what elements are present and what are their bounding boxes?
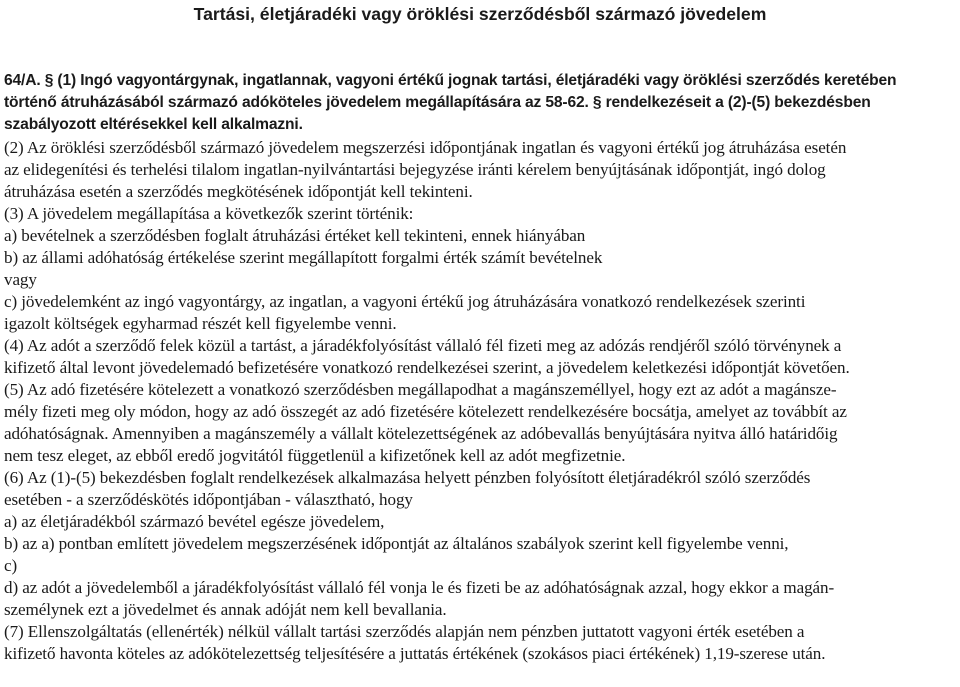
section-line: 64/A. § (1) Ingó vagyontárgynak, ingatlannak, vagyoni értékű jognak tartási, életjáradéki vagy öröklési szerződés keretében <box>4 72 897 89</box>
body-line: a) bevételnek a szerződésben foglalt átruházási értéket kell tekinteni, ennek hiányában <box>4 226 586 245</box>
body-line: (7) Ellenszolgáltatás (ellenérték) nélkül vállalt tartási szerződés alapján nem pénzben juttatott vagyoni érték esetében a <box>4 622 805 641</box>
body-line: (4) Az adót a szerződő felek közül a tartást, a járadékfolyósítást vállaló fél fizeti meg az adózás rendjéről szóló törvénynek a <box>4 336 842 355</box>
body-line: c) jövedelemként az ingó vagyontárgy, az ingatlan, a vagyoni értékű jog átruházására vonatkozó rendelkezések szerinti <box>4 292 806 311</box>
body-line: kifizető által levont jövedelemadó befizetésére vonatkozó rendelkezései szerint, a jövedelem keletkezési időpontját követően. <box>4 358 850 377</box>
body-line: b) az a) pontban említett jövedelem megszerzésének időpontját az általános szabályok szerint kell figyelembe venni, <box>4 534 789 553</box>
body-line: igazolt költségek egyharmad részét kell figyelembe venni. <box>4 314 397 333</box>
body-line: b) az állami adóhatóság értékelése szerint megállapított forgalmi érték számít bevételnek <box>4 248 603 267</box>
body-line: c) <box>4 556 18 575</box>
body-line: esetében - a szerződéskötés időpontjában - választható, hogy <box>4 490 413 509</box>
body-line <box>4 665 956 687</box>
body-line: a) az életjáradékból származó bevétel egésze jövedelem, <box>4 512 385 531</box>
body-line: (5) Az adó fizetésére kötelezett a vonatkozó szerződésben megállapodhat a magánszeméllyel, hogy ezt az adót a magánsze- <box>4 380 837 399</box>
body-line: (3) A jövedelem megállapítása a következők szerint történik: <box>4 204 414 223</box>
section-heading-paragraph <box>4 70 956 136</box>
body-line: személynek ezt a jövedelmet és annak adóját nem kell bevallania. <box>4 600 447 619</box>
document-title: Tartási, életjáradéki vagy öröklési szerződésből származó jövedelem <box>193 4 767 24</box>
section-line: szabályozott eltérésekkel kell alkalmazni. <box>4 116 303 133</box>
body-text <box>4 137 956 687</box>
body-line: d) az adót a jövedelemből a járadékfolyósítást vállaló fél vonja le és fizeti be az adóhatóságnak azzal, hogy ekkor a magán- <box>4 578 835 597</box>
body-line: kifizető havonta köteles az adókötelezettség teljesítésére a juttatás értékének (szokásos piaci értékének) 1,19-szerese után. <box>4 644 826 663</box>
body-line: nem tesz eleget, az ebből eredő jogvitától függetlenül a kifizetőnek kell az adót megfizetnie. <box>4 446 626 465</box>
body-line: (2) Az öröklési szerződésből származó jövedelem megszerzési időpontjának ingatlan és vagyoni értékű jog átruházása esetén <box>4 138 847 157</box>
body-line: (6) Az (1)-(5) bekezdésben foglalt rendelkezések alkalmazása helyett pénzben folyósított életjáradékról szóló szerződés <box>4 468 811 487</box>
body-line: vagy <box>4 270 37 289</box>
body-line: mély fizeti meg oly módon, hogy az adó összegét az adó fizetésére kötelezett rendelkezésére bocsátja, amelyet az továbbít az <box>4 402 847 421</box>
body-line: az elidegenítési és terhelési tilalom ingatlan-nyilvántartási bejegyzése iránti kérelem benyújtásának időpontját, ingó dolog <box>4 160 826 179</box>
body-line: átruházása esetén a szerződés megkötésének időpontját kell tekinteni. <box>4 182 473 201</box>
section-line: történő átruházásából származó adóköteles jövedelem megállapítására az 58-62. § rendelkezéseit a (2)-(5) bekezdésben <box>4 94 871 111</box>
body-line: adóhatóságnak. Amennyiben a magánszemély a vállalt kötelezettségének az adóbevallás benyújtására nyitva álló határidőig <box>4 424 838 443</box>
